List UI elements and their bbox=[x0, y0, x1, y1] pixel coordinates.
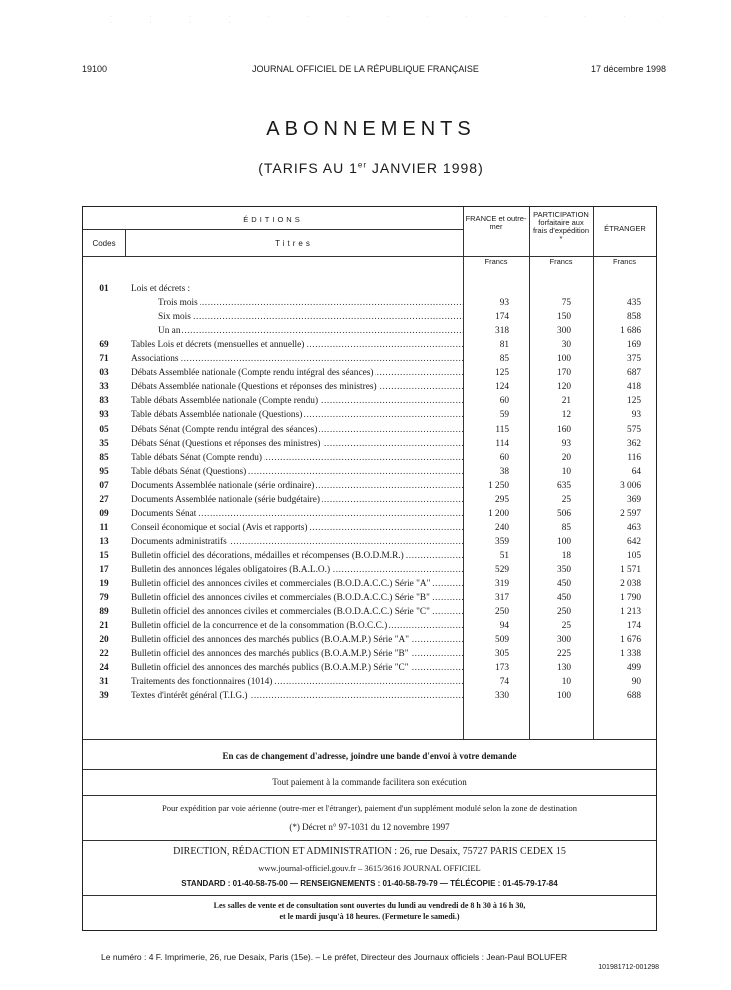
row-etranger: 90 bbox=[631, 677, 641, 688]
table-row bbox=[83, 689, 656, 703]
row-participation: 635 bbox=[557, 480, 571, 491]
row-participation: 300 bbox=[557, 326, 571, 337]
row-france: 60 bbox=[499, 396, 509, 407]
row-title: Traitements des fonctionnaires (1014) ..... bbox=[131, 675, 463, 689]
table-row bbox=[83, 507, 656, 521]
row-france: 240 bbox=[495, 522, 509, 533]
row-title: Table débats Assemblée nationale (Questions) ..... bbox=[131, 408, 463, 422]
table-row bbox=[83, 591, 656, 605]
document-reference: 101981712-001298 bbox=[598, 964, 659, 971]
row-code: 95 bbox=[99, 466, 109, 477]
opening-hours-2: et le mardi jusqu'à 18 heures. (Fermeture le samedi.) bbox=[279, 912, 460, 921]
row-participation: 21 bbox=[561, 396, 571, 407]
notes-rule-4 bbox=[83, 840, 656, 841]
row-participation: 225 bbox=[557, 649, 571, 660]
row-title: Tables Lois et décrets (mensuelles et annuelle) ..... bbox=[131, 338, 463, 352]
notes-rule-5 bbox=[83, 895, 656, 896]
row-code: 05 bbox=[99, 424, 109, 435]
row-france: 317 bbox=[495, 593, 509, 604]
row-france: 509 bbox=[495, 635, 509, 646]
row-participation: 85 bbox=[561, 522, 571, 533]
row-etranger: 2 038 bbox=[620, 579, 641, 590]
table-row bbox=[83, 310, 656, 324]
row-france: 125 bbox=[495, 368, 509, 379]
row-code: 03 bbox=[99, 368, 109, 379]
codes-header: Codes bbox=[92, 239, 116, 248]
tariff-table bbox=[82, 206, 657, 931]
journal-name: JOURNAL OFFICIEL DE LA RÉPUBLIQUE FRANÇAISE bbox=[252, 64, 479, 74]
row-title: Bulletin des annonces légales obligatoires (B.A.L.O.) ..... bbox=[131, 563, 463, 577]
table-row bbox=[83, 423, 656, 437]
row-france: 250 bbox=[495, 607, 509, 618]
row-title: Associations ..... bbox=[131, 352, 463, 366]
unit-france: Francs bbox=[484, 257, 508, 266]
row-france: 59 bbox=[499, 410, 509, 421]
row-etranger: 369 bbox=[627, 494, 641, 505]
row-code: 11 bbox=[99, 522, 109, 533]
row-code: 09 bbox=[99, 508, 109, 519]
row-france: 81 bbox=[499, 340, 509, 351]
table-row bbox=[83, 380, 656, 394]
table-row bbox=[83, 577, 656, 591]
row-participation: 25 bbox=[561, 621, 571, 632]
row-etranger: 575 bbox=[627, 424, 641, 435]
page-subtitle: (TARIFS AU 1er JANVIER 1998) bbox=[258, 160, 484, 176]
row-etranger: 463 bbox=[627, 522, 641, 533]
row-title: Table débats Sénat (Compte rendu) ..... bbox=[131, 451, 463, 465]
row-participation: 30 bbox=[561, 340, 571, 351]
row-code: 27 bbox=[99, 494, 109, 505]
row-title: Débats Assemblée nationale (Questions et réponses des ministres) ..... bbox=[131, 380, 463, 394]
table-row bbox=[83, 633, 656, 647]
row-participation: 506 bbox=[557, 508, 571, 519]
row-title: Débats Sénat (Questions et réponses des ministres) ..... bbox=[131, 437, 463, 451]
row-code: 20 bbox=[99, 635, 109, 646]
row-france: 60 bbox=[499, 452, 509, 463]
row-code: 83 bbox=[99, 396, 109, 407]
row-etranger: 93 bbox=[631, 410, 641, 421]
row-code: 01 bbox=[99, 284, 109, 294]
row-code: 13 bbox=[99, 536, 109, 547]
row-title: Bulletin officiel des annonces civiles et commerciales (B.O.D.A.C.C.) Série "C" ..... bbox=[131, 605, 463, 619]
row-title: Débats Assemblée nationale (Compte rendu intégral des séances) ..... bbox=[131, 366, 463, 380]
table-row bbox=[83, 549, 656, 563]
row-title: Table débats Assemblée nationale (Compte rendu) ..... bbox=[131, 394, 463, 408]
row-title: Débats Sénat (Compte rendu intégral des séances) ..... bbox=[131, 423, 463, 437]
row-title: Bulletin officiel des annonces civiles et commerciales (B.O.D.A.C.C.) Série "B" ..... bbox=[131, 591, 463, 605]
air-mail-note: Pour expédition par voie aérienne (outre-mer et l'étranger), paiement d'un supplément modulé selon la zone de destination bbox=[162, 803, 577, 813]
row-code: 31 bbox=[99, 677, 109, 688]
row-etranger: 499 bbox=[627, 663, 641, 674]
row-code: 71 bbox=[99, 354, 109, 365]
row-etranger: 1 686 bbox=[620, 326, 641, 337]
row-title: Un an ..... bbox=[158, 324, 463, 338]
scan-noise: · · · · · · · · · · · · · · · · · · · bbox=[110, 14, 683, 26]
row-code: 19 bbox=[99, 579, 109, 590]
table-row bbox=[83, 338, 656, 352]
table-row bbox=[83, 479, 656, 493]
row-code: 69 bbox=[99, 340, 109, 351]
row-code: 93 bbox=[99, 410, 109, 421]
row-france: 94 bbox=[499, 621, 509, 632]
row-france: 38 bbox=[499, 466, 509, 477]
table-row bbox=[83, 465, 656, 479]
table-row bbox=[83, 661, 656, 675]
row-title: Bulletin officiel des annonces civiles et commerciales (B.O.D.A.C.C.) Série "A" ..... bbox=[131, 577, 463, 591]
row-france: 359 bbox=[495, 536, 509, 547]
table-row bbox=[83, 647, 656, 661]
row-france: 1 250 bbox=[488, 480, 509, 491]
titres-header: Titres bbox=[275, 239, 313, 248]
row-etranger: 688 bbox=[627, 691, 641, 702]
table-row bbox=[83, 437, 656, 451]
row-etranger: 125 bbox=[627, 396, 641, 407]
editions-rule bbox=[83, 229, 463, 230]
direction-address: DIRECTION, RÉDACTION ET ADMINISTRATION : 26, rue Desaix, 75727 PARIS CEDEX 15 bbox=[173, 846, 566, 857]
row-participation: 150 bbox=[557, 312, 571, 323]
row-etranger: 435 bbox=[627, 298, 641, 309]
table-row bbox=[83, 493, 656, 507]
row-participation: 250 bbox=[557, 607, 571, 618]
row-participation: 25 bbox=[561, 494, 571, 505]
row-etranger: 3 006 bbox=[620, 480, 641, 491]
etranger-header: ÉTRANGER bbox=[604, 224, 646, 233]
row-etranger: 2 597 bbox=[620, 508, 641, 519]
row-participation: 20 bbox=[561, 452, 571, 463]
participation-header: PARTICIPATION forfaitaire aux frais d'expédition * bbox=[532, 210, 590, 243]
editions-header: ÉDITIONS bbox=[243, 215, 303, 224]
row-participation: 18 bbox=[561, 550, 571, 561]
table-row bbox=[83, 521, 656, 535]
row-etranger: 1 790 bbox=[620, 593, 641, 604]
table-row bbox=[83, 352, 656, 366]
row-participation: 100 bbox=[557, 354, 571, 365]
row-etranger: 375 bbox=[627, 354, 641, 365]
row-title: Bulletin officiel des décorations, médailles et récompenses (B.O.D.M.R.) ..... bbox=[131, 549, 463, 563]
row-code: 79 bbox=[99, 593, 109, 604]
table-row bbox=[83, 619, 656, 633]
row-code: 35 bbox=[99, 438, 109, 449]
table-row bbox=[83, 535, 656, 549]
page-number: 19100 bbox=[82, 64, 108, 74]
row-title: Documents Assemblée nationale (série budgétaire) ..... bbox=[131, 493, 463, 507]
row-code: 24 bbox=[99, 663, 109, 674]
row-code: 17 bbox=[99, 565, 109, 575]
row-france: 114 bbox=[495, 438, 509, 449]
row-france: 305 bbox=[495, 649, 509, 660]
row-title: Bulletin officiel des annonces des marchés publics (B.O.A.M.P.) Série "C" ..... bbox=[131, 661, 463, 675]
row-code: 07 bbox=[99, 480, 109, 491]
row-participation: 100 bbox=[557, 691, 571, 702]
row-participation: 160 bbox=[557, 424, 571, 435]
issue-date: 17 décembre 1998 bbox=[590, 64, 666, 74]
row-code: 21 bbox=[99, 621, 109, 632]
row-france: 1 200 bbox=[488, 508, 509, 519]
row-participation: 12 bbox=[561, 410, 571, 421]
row-france: 173 bbox=[495, 663, 509, 674]
row-participation: 170 bbox=[557, 368, 571, 379]
row-participation: 10 bbox=[561, 466, 571, 477]
page-title: ABONNEMENTS bbox=[266, 118, 476, 140]
table-row bbox=[83, 563, 656, 577]
row-etranger: 687 bbox=[627, 368, 641, 379]
row-code: 85 bbox=[99, 452, 109, 463]
row-participation: 93 bbox=[561, 438, 571, 449]
opening-hours-1: Les salles de vente et de consultation sont ouvertes du lundi au vendredi de 8 h 30 à 16 h 30, bbox=[213, 901, 526, 910]
imprint-footer: Le numéro : 4 F. Imprimerie, 26, rue Desaix, Paris (15e). – Le préfet, Directeur des Journaux officiels : Jean-Paul BOLUFER bbox=[101, 952, 568, 962]
row-participation: 450 bbox=[557, 593, 571, 604]
table-row bbox=[83, 408, 656, 422]
row-france: 74 bbox=[499, 677, 509, 688]
row-etranger: 174 bbox=[627, 621, 641, 632]
row-etranger: 362 bbox=[627, 438, 641, 449]
table-row bbox=[83, 324, 656, 338]
row-participation: 120 bbox=[557, 382, 571, 393]
table-row bbox=[83, 394, 656, 408]
row-etranger: 418 bbox=[627, 382, 641, 393]
row-participation: 75 bbox=[561, 298, 571, 309]
table-row bbox=[83, 366, 656, 380]
row-participation: 450 bbox=[557, 579, 571, 590]
row-etranger: 642 bbox=[627, 536, 641, 547]
row-title: Table débats Sénat (Questions) ..... bbox=[131, 465, 463, 479]
address-change-note: En cas de changement d'adresse, joindre une bande d'envoi à votre demande bbox=[222, 751, 517, 761]
notes-rule-2 bbox=[83, 769, 656, 770]
table-row bbox=[83, 451, 656, 465]
row-france: 174 bbox=[495, 312, 509, 323]
row-participation: 300 bbox=[557, 635, 571, 646]
row-france: 295 bbox=[495, 494, 509, 505]
notes-rule-1 bbox=[83, 739, 656, 740]
row-etranger: 858 bbox=[627, 312, 641, 323]
table-row bbox=[83, 675, 656, 689]
row-france: 318 bbox=[495, 326, 509, 337]
row-title: Bulletin officiel de la concurrence et de la consommation (B.O.C.C.) ..... bbox=[131, 619, 463, 633]
row-etranger: 1 676 bbox=[620, 635, 641, 646]
row-code: 22 bbox=[99, 649, 109, 660]
row-participation: 100 bbox=[557, 536, 571, 547]
table-row bbox=[83, 282, 656, 296]
row-etranger: 1 213 bbox=[620, 607, 641, 618]
row-etranger: 105 bbox=[627, 550, 641, 561]
row-title: Six mois ..... bbox=[158, 310, 463, 324]
row-title: Documents Sénat ..... bbox=[131, 507, 463, 521]
row-title: Bulletin officiel des annonces des marchés publics (B.O.A.M.P.) Série "B" ..... bbox=[131, 647, 463, 661]
row-etranger: 169 bbox=[627, 340, 641, 351]
row-title: Lois et décrets : bbox=[131, 284, 191, 294]
row-france: 51 bbox=[499, 550, 509, 561]
row-etranger: 64 bbox=[631, 466, 641, 477]
row-participation: 350 bbox=[557, 565, 571, 575]
row-title: Trois mois ..... bbox=[158, 296, 463, 310]
row-france: 319 bbox=[495, 579, 509, 590]
row-code: 39 bbox=[99, 691, 109, 702]
row-etranger: 116 bbox=[627, 452, 641, 463]
notes-rule-3 bbox=[83, 795, 656, 796]
table-row bbox=[83, 605, 656, 619]
row-etranger: 1 338 bbox=[620, 649, 641, 660]
row-code: 15 bbox=[99, 550, 109, 561]
contact-numbers: STANDARD : 01-40-58-75-00 — RENSEIGNEMENTS : 01-40-58-79-79 — TÉLÉCOPIE : 01-45-79-17-84 bbox=[181, 879, 558, 888]
row-france: 124 bbox=[495, 382, 509, 393]
row-title: Documents Assemblée nationale (série ordinaire) ..... bbox=[131, 479, 463, 493]
row-participation: 130 bbox=[557, 663, 571, 674]
france-header: FRANCE et outre-mer bbox=[465, 214, 527, 231]
row-france: 85 bbox=[499, 354, 509, 365]
website: www.journal-officiel.gouv.fr – 3615/3616 JOURNAL OFFICIEL bbox=[258, 863, 481, 873]
row-france: 93 bbox=[499, 298, 509, 309]
row-etranger: 1 571 bbox=[620, 565, 641, 575]
unit-participation: Francs bbox=[549, 257, 573, 266]
payment-note: Tout paiement à la commande facilitera son exécution bbox=[272, 777, 467, 787]
row-france: 330 bbox=[495, 691, 509, 702]
row-participation: 10 bbox=[561, 677, 571, 688]
row-title: Conseil économique et social (Avis et rapports) ..... bbox=[131, 521, 463, 535]
row-title: Textes d'intérêt général (T.I.G.) ..... bbox=[131, 689, 463, 703]
row-code: 89 bbox=[99, 607, 109, 618]
row-title: Bulletin officiel des annonces des marchés publics (B.O.A.M.P.) Série "A" ..... bbox=[131, 633, 463, 647]
unit-etranger: Francs bbox=[613, 257, 636, 266]
row-title: Documents administratifs ..... bbox=[131, 535, 463, 549]
decree-note: (*) Décret n° 97-1031 du 12 novembre 1997 bbox=[289, 822, 450, 832]
table-row bbox=[83, 296, 656, 310]
row-code: 33 bbox=[99, 382, 109, 393]
row-france: 115 bbox=[495, 424, 509, 435]
row-france: 529 bbox=[495, 565, 509, 575]
